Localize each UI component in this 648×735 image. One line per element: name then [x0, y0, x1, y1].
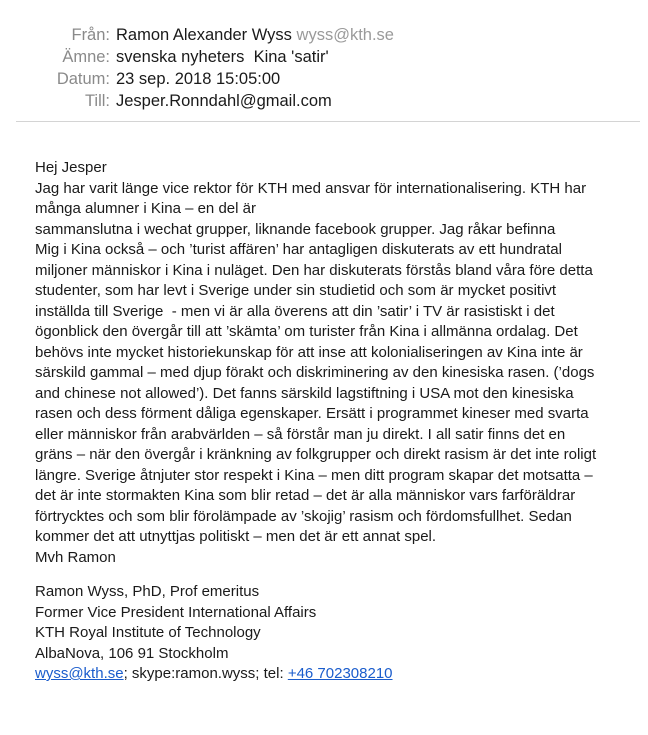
body-line: Mig i Kina också – och ’turist affären’ har antagligen diskuterats av ett hundratal	[35, 241, 562, 258]
body-line: behövs inte mycket historiekunskap för att inse att kolonialiseringen av Kina inte är	[35, 343, 583, 361]
header-divider	[16, 121, 640, 122]
date-row	[0, 68, 648, 90]
from-row	[0, 24, 648, 46]
date-value: 23 sep. 2018 15:05:00	[116, 70, 281, 88]
body-line: Jag har varit länge vice rektor för KTH med ansvar för internationalisering. KTH har	[35, 179, 587, 197]
signature-address: AlbaNova, 106 91 Stockholm	[35, 644, 229, 662]
to-row	[0, 90, 648, 112]
email-header	[0, 24, 648, 112]
subject-row	[0, 46, 648, 68]
to-label: Till:	[84, 92, 110, 110]
body-line: and chinese not allowed’). Det fanns särskild lagstiftning i USA mot den kinesiska	[35, 384, 574, 402]
signature-phone-link[interactable]: +46 702308210	[287, 665, 393, 682]
signature-title: Former Vice President International Affairs	[35, 603, 317, 621]
body-line: Mvh Ramon	[35, 548, 116, 566]
body-line: många alumner i Kina – en del är	[35, 200, 256, 217]
body-line: det är inte stormakten Kina som blir retad – det är alla människor vars farföräldrar	[35, 487, 576, 504]
sender-name[interactable]: Ramon Alexander Wyss	[116, 26, 292, 44]
sender-email[interactable]: wyss@kth.se	[296, 26, 394, 44]
subject-label: Ämne:	[62, 48, 110, 66]
body-line: eller människor från arabvärlden – så förstår man ju direkt. I all satir finns det en	[35, 425, 566, 443]
body-line: särskild gammal – med djup förakt och diskriminering av den kinesiska rasen. (’dogs	[35, 364, 595, 381]
subject-value: svenska nyheters Kina 'satir'	[116, 48, 329, 66]
body-line: studenter, som har levt i Sverige under sin studietid och som är mycket positivt	[35, 282, 557, 299]
body-line: kommer det att utnyttjas politiskt – men det är ett annat spel.	[35, 528, 437, 545]
body-line: gräns – när den övergår i kränkning av folkgrupper och direkt rasism är det inte roligt	[35, 446, 597, 463]
body-line: rasen och dess förment dåliga egenskaper. Ersätt i programmet kineser med svarta	[35, 405, 589, 422]
body-line: sammanslutna i wechat grupper, liknande facebook grupper. Jag råkar befinna	[35, 220, 556, 238]
signature-name: Ramon Wyss, PhD, Prof emeritus	[35, 583, 260, 600]
body-line: förtrycktes och som blir förolämpade av ’skojig’ rasism och fördomsfullhet. Sedan	[35, 507, 572, 525]
body-line: inställda till Sverige - men vi är alla överens att din ’satir’ i TV är rasistiskt i det	[35, 302, 555, 320]
email-signature	[35, 582, 645, 685]
signature-org: KTH Royal Institute of Technology	[35, 624, 261, 641]
from-value[interactable]	[116, 24, 394, 46]
from-label: Från:	[71, 26, 110, 44]
body-line: miljoner människor i Kina i nuläget. Den har diskuterats förstås bland våra före detta	[35, 261, 593, 279]
message-body	[35, 158, 645, 568]
body-line: ögonblick den övergår till att ’skämta’ om turister från Kina i allmänna ordalag. Det	[35, 323, 578, 340]
body-line: längre. Sverige åtnjuter stor respekt i Kina – men ditt program skapar det motsatta –	[35, 466, 593, 484]
date-label: Datum:	[56, 70, 110, 88]
signature-email-link[interactable]: wyss@kth.se	[35, 665, 124, 682]
body-line: Hej Jesper	[35, 159, 107, 176]
signature-skype-text: ; skype:ramon.wyss; tel:	[123, 665, 288, 682]
signature-contact	[35, 664, 645, 685]
recipient-email[interactable]: Jesper.Ronndahl@gmail.com	[116, 92, 332, 110]
